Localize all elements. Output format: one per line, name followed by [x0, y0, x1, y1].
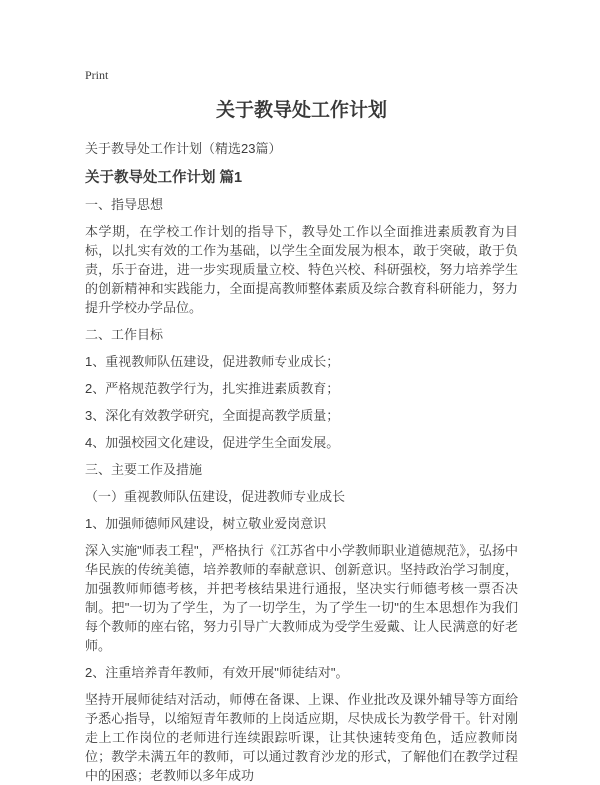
sub-heading: （一）重视教师队伍建设，促进教师专业成长: [85, 489, 346, 504]
list-item: 4、加强校园文化建设，促进学生全面发展。: [85, 435, 340, 450]
print-link[interactable]: Print: [85, 68, 109, 82]
document-subtitle: 关于教导处工作计划（精选23篇）: [85, 141, 282, 156]
section-heading: 二、工作目标: [85, 327, 164, 342]
sub-heading: 2、注重培养青年教师，有效开展"师徒结对"。: [85, 665, 349, 680]
list-item: 2、严格规范教学行为，扎实推进素质教育；: [85, 381, 340, 396]
sub-heading: 1、加强师德师风建设，树立敬业爱岗意识: [85, 516, 327, 531]
chapter-heading: 关于教导处工作计划 篇1: [85, 170, 243, 186]
document-title: 关于教导处工作计划: [215, 100, 387, 121]
list-item: 1、重视教师队伍建设，促进教师专业成长；: [85, 354, 340, 369]
paragraph: 深入实施"师表工程"，严格执行《江苏省中小学教师职业道德规范》，弘扬中华民族的传统美德，培养教师的奉献意识、创新意识。坚持政治学习制度，加强教师师德考核，并把考核结果进行通报，坚决实行师德考核一票否决制。把"一切为了学生，为了一切学生，为了学生一切"的生本思想作为我们每个教师的座右铭，努力引导广大教师成为受学生爱戴、让人民满意的好老师。: [85, 543, 518, 653]
list-item: 3、深化有效教学研究，全面提高教学质量；: [85, 408, 340, 423]
section-heading: 一、指导思想: [85, 197, 164, 212]
paragraph: 坚持开展师徒结对活动，师傅在备课、上课、作业批改及课外辅导等方面给予悉心指导，以缩短青年教师的上岗适应期，尽快成长为教学骨干。针对刚走上工作岗位的老师进行连续跟踪听课，让其快速转变角色，适应教师岗位；教学未满五年的教师，可以通过教育沙龙的形式，了解他们在教学过程中的困惑；老教师以多年成功: [85, 692, 518, 783]
paragraph: 本学期，在学校工作计划的指导下，教导处工作以全面推进素质教育为目标，以扎实有效的工作为基础，以学生全面发展为根本，敢于突破，敢于负责，乐于奋进，进一步实现质量立校、特色兴校、科研强校，努力培养学生的创新精神和实践能力，全面提高教师整体素质及综合教育科研能力，努力提升学校办学品位。: [85, 224, 518, 315]
section-heading: 三、主要工作及措施: [85, 462, 203, 477]
